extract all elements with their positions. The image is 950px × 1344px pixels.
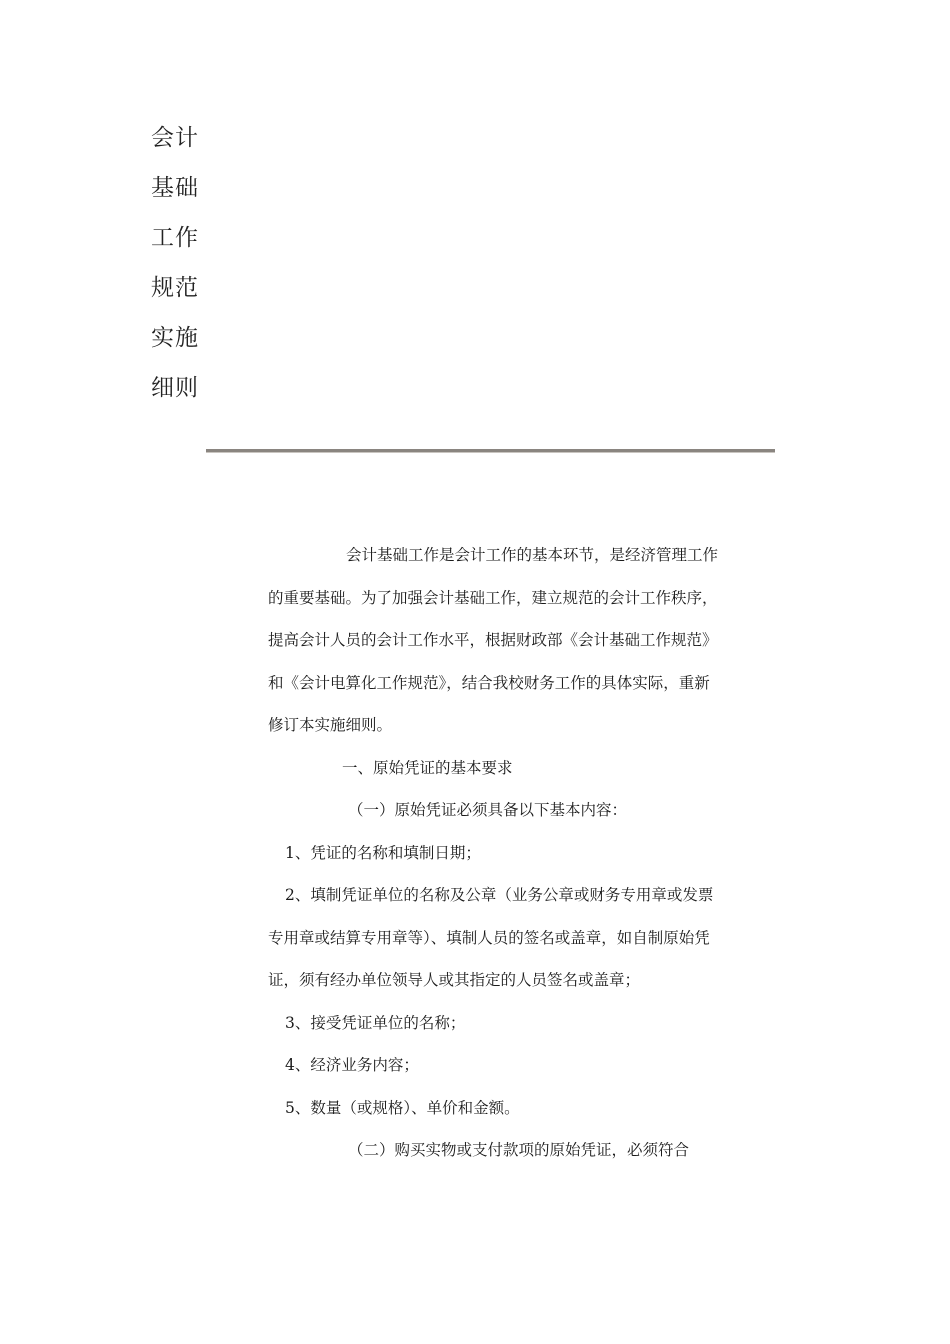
title-line: 实施: [151, 325, 199, 351]
title-line: 会计: [151, 125, 199, 151]
document-title: [151, 113, 211, 413]
list-item: 1、凭证的名称和填制日期；: [285, 843, 481, 862]
subsection-heading: （二）购买实物或支付款项的原始凭证，必须符合: [348, 1141, 690, 1159]
list-item: 4、经济业务内容；: [285, 1056, 419, 1074]
list-item: 2、填制凭证单位的名称及公章（业务公章或财务专用章或发票专用章或结算专用章等）、填制人员的签名或盖章，如自制原始凭证，须有经办单位领导人或其指定的人员签名或盖章；: [268, 886, 714, 989]
title-line: 规范: [151, 275, 199, 301]
title-divider: [206, 449, 775, 453]
intro-paragraph: 会计基础工作是会计工作的基本环节，是经济管理工作的重要基础。为了加强会计基础工作，建立规范的会计工作秩序，提高会计人员的会计工作水平，根据财政部《会计基础工作规范》和《会计电算化工作规范》，结合我校财务工作的具体实际，重新修订本实施细则。: [268, 546, 719, 734]
title-line: 工作: [151, 225, 199, 251]
list-item: 5、数量（或规格）、单价和金额。: [285, 1098, 520, 1117]
title-line: 基础: [151, 175, 199, 201]
section-heading: 一、原始凭证的基本要求: [342, 758, 513, 777]
title-line: 细则: [151, 375, 199, 401]
document-body: [268, 534, 718, 1172]
list-item: 3、接受凭证单位的名称；: [285, 1013, 466, 1032]
subsection-heading: （一）原始凭证必须具备以下基本内容：: [348, 801, 628, 819]
